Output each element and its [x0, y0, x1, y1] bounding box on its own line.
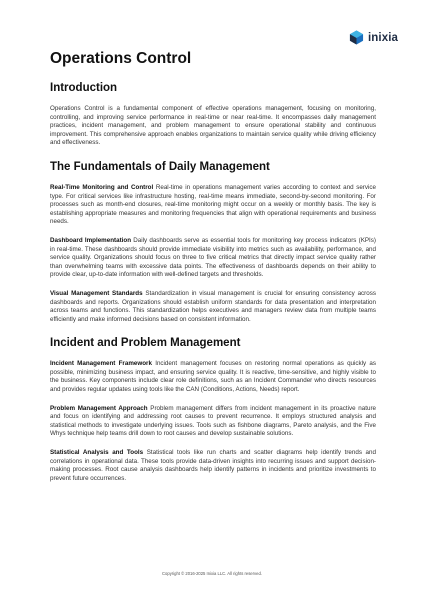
section-heading-introduction: Introduction: [50, 82, 118, 94]
paragraph: [50, 449, 376, 483]
logo-wordmark: inixia: [367, 31, 398, 44]
section-heading-fundamentals: The Fundamentals of Daily Management: [50, 160, 270, 173]
paragraph: [50, 290, 376, 324]
section-heading-incident-problem: Incident and Problem Management: [50, 337, 241, 350]
paragraph: [50, 360, 376, 394]
paragraph-text: Problem management differs from incident management in its proactive nature and focus on identifying and addressing root causes to prevent recurrence. It employs structured analysis and statistical methods to investigate underlying issues. Tools such as fishbone diagrams, Pareto analysis, and the Five Whys technique help teams drill down to root causes and develop sustainable solutions.: [50, 404, 376, 438]
paragraph-text: Daily dashboards serve as essential tools for monitoring key process indicators (KPIs) in real-time. These dashboards should provide immediate visibility into metrics such as availability, performance, and service quality. Organizations should focus on three to five critical metrics that directly impact service quality rather than overwhelming teams with excessive data points. The effectiveness of dashboards depends on their ability to provide clear, up-to-date information with well-defined targets and thresholds.: [50, 236, 376, 279]
paragraph: [50, 405, 376, 439]
paragraph-text: Standardization in visual management is crucial for ensuring consistency across dashboards and reports. Organizations should establish uniform standards for data presentation and interpretation across teams and functions. This standardization helps executives and managers review data from multiple teams efficiently and make informed decisions based on consistent information.: [50, 289, 376, 323]
paragraph-text: Incident management focuses on restoring normal operations as quickly as possible, minimizing business impact, and ensuring service quality. It is reactive, time-sensitive, and highly visible to the business. Key components include clear role definitions, such as an Incident Commander who directs resources and provides regular updates using tools like the CAN (Conditions, Actions, Needs) report.: [50, 360, 377, 394]
paragraph-text: Statistical tools like run charts and scatter diagrams help identify trends and correlations in operational data. These tools provide data-driven insights into recurring issues and support decision-making processes. Root cause analysis dashboards help identify patterns in incidents and prioritize investments to prevent future occurrences.: [50, 449, 376, 482]
page-title: Operations Control: [50, 50, 192, 67]
paragraph: [50, 105, 376, 148]
brand-logo: [349, 30, 398, 45]
document-body: [50, 50, 376, 483]
paragraph-lead: Statistical Analysis and Tools: [50, 449, 144, 457]
paragraph-text: Real-time in operations management varies according to context and service type. For critical services like infrastructure hosting, real-time means immediate, second-by-second monitoring. For processes such as month-end closures, real-time monitoring might occur on a weekly or monthly basis. The key is establishing appropriate measures and monitoring frequencies that align with operational requirements and business needs.: [50, 183, 377, 226]
paragraph-lead: Problem Management Approach: [50, 404, 148, 412]
inixia-logo-icon: [349, 30, 364, 45]
paragraph-lead: Real-Time Monitoring and Control: [50, 183, 154, 191]
paragraph-text: Operations Control is a fundamental component of effective operations management, focusing on monitoring, controlling, and improving service performance in real-time or near real-time. It encompasses daily management practices, incident management, and problem management to ensure operational stability and continuous improvement. This comprehensive approach enables organizations to maintain service quality while driving efficiency and effectiveness.: [50, 105, 376, 147]
paragraph-lead: Visual Management Standards: [50, 289, 143, 297]
copyright-footer: Copyright © 2016-2025 Inixia LLC. All rights reserved.: [162, 571, 262, 576]
paragraph-lead: Incident Management Framework: [50, 360, 152, 368]
paragraph: [50, 184, 376, 227]
paragraph-lead: Dashboard Implementation: [50, 236, 132, 244]
paragraph: [50, 237, 376, 280]
